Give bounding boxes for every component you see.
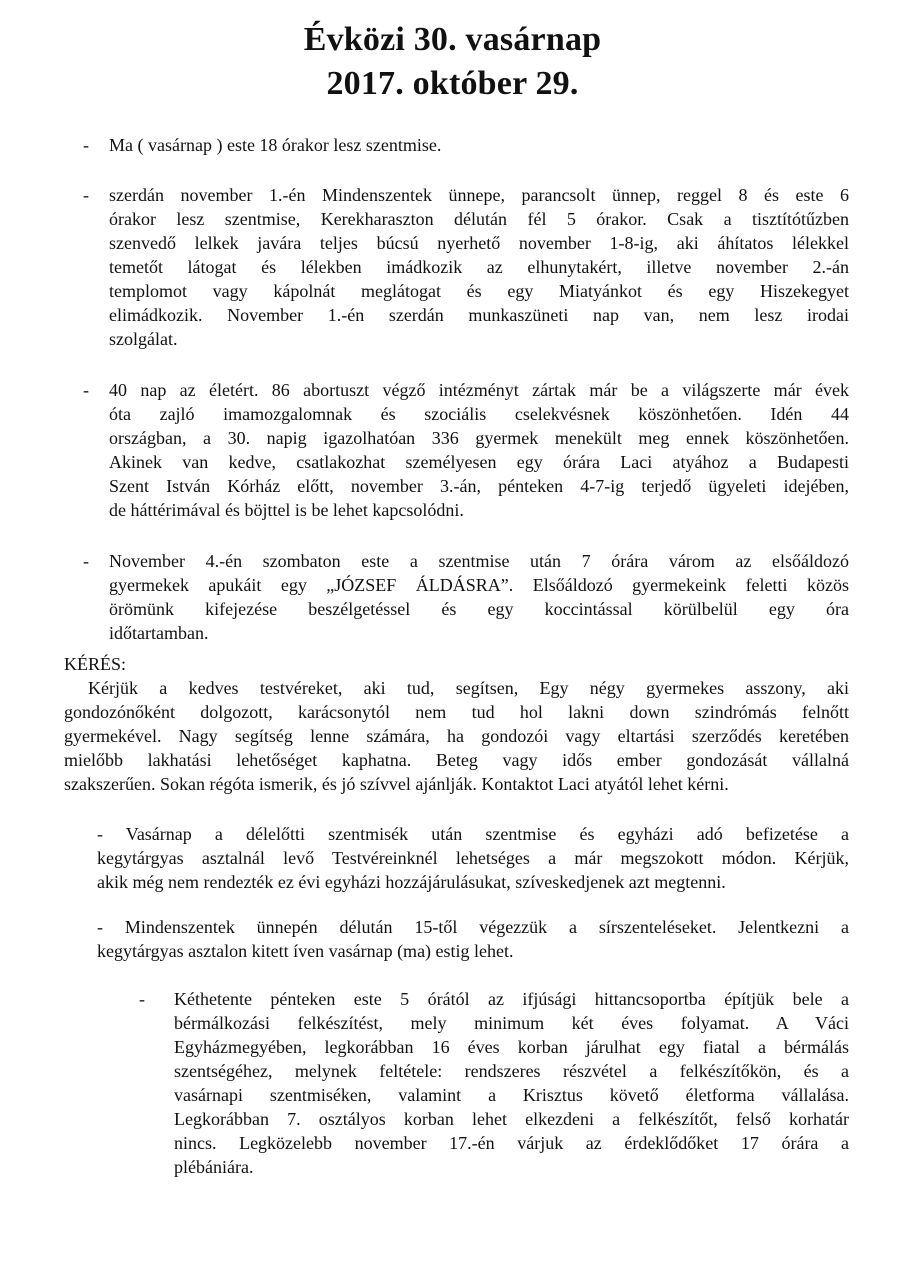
text-line: November 4.-én szombaton este a szentmise után 7 órára várom az elsőáldozó: [109, 551, 849, 571]
text-line: templomot vagy kápolnát meglátogat és egy Miatyánkot és egy Hiszekegyet: [109, 281, 849, 301]
text-line: szakszerűen. Sokan régóta ismerik, és jó szívvel ajánlják. Kontaktot Laci atyától lehet kérni.: [64, 774, 729, 794]
text-line: Szent István Kórház előtt, november 3.-án, pénteken 4-7-ig terjedő ügyeleti idejében,: [109, 476, 849, 496]
text-line: gyermekek apukáit egy „JÓZSEF ÁLDÁSRA”. Elsőáldozó gyermekeink feletti közös: [109, 575, 849, 595]
text-line: akik még nem rendezték ez évi egyházi hozzájárulásukat, szíveskedjenek azt megtenni.: [97, 872, 726, 892]
announcement-text: [109, 183, 849, 351]
announcement-text: [109, 549, 849, 645]
text-line: országban, a 30. napig igazolhatóan 336 gyermek menekült meg ennek köszönhetően.: [109, 428, 849, 448]
text-line: nincs. Legközelebb november 17.-én várjuk az érdeklődőket 17 órára a: [174, 1133, 849, 1153]
text-line: szenvedő lelkek javára teljes búcsú nyerhető november 1-8-ig, aki áhítatos lélekkel: [109, 233, 849, 253]
announcement-text: [109, 378, 849, 522]
bullet-dash: -: [83, 380, 89, 400]
text-line: Kéthetente pénteken este 5 órától az ifjúsági hittancsoportba építjük bele a: [174, 989, 849, 1009]
announcement-text: [109, 133, 849, 157]
text-line: Egyházmegyében, legkorábban 16 éves korban járulhat egy fiatal a bérmálás: [174, 1037, 849, 1057]
text-line: mielőbb lakhatási lehetőséget kaphatna. Beteg vagy idős ember gondozását vállalná: [64, 750, 849, 770]
text-line: temetőt látogat és lélekben imádkozik az elhunytakért, illetve november 2.-án: [109, 257, 849, 277]
request-paragraph: [64, 676, 849, 796]
bullet-dash: -: [83, 551, 89, 571]
text-line: bérmálkozási felkészítést, mely minimum két éves folyamat. A Váci: [174, 1013, 849, 1033]
request-heading: KÉRÉS:: [64, 654, 127, 674]
announcement-text: [174, 987, 849, 1179]
text-line: Ma ( vasárnap ) este 18 órakor lesz szentmise.: [109, 135, 442, 155]
text-line: elimádkozik. November 1.-én szerdán munkaszüneti nap van, nem lesz irodai: [109, 305, 849, 325]
text-line: de háttérimával és böjttel is be lehet kapcsolódni.: [109, 500, 464, 520]
page-title: Évközi 30. vasárnap: [303, 21, 602, 58]
text-line: Legkorábban 7. osztályos korban lehet elkezdeni a felkészítőt, felső korhatár: [174, 1109, 849, 1129]
church-tax-paragraph: [97, 822, 849, 894]
text-line: órakor lesz szentmise, Kerekharaszton délután fél 5 órakor. Csak a tisztítótűzben: [109, 209, 849, 229]
text-line: szolgálat.: [109, 329, 178, 349]
text-line: Kérjük a kedves testvéreket, aki tud, segítsen, Egy négy gyermekes asszony, aki: [88, 678, 849, 698]
text-line: kegytárgyas asztalnál levő Testvéreinknél lehetséges a már megszokott módon. Kérjük,: [97, 848, 849, 868]
text-line: időtartamban.: [109, 623, 209, 643]
page-date: 2017. október 29.: [326, 65, 579, 102]
text-line: szerdán november 1.-én Mindenszentek ünnepe, parancsolt ünnep, reggel 8 és este 6: [109, 185, 849, 205]
bullet-dash: -: [139, 989, 145, 1009]
text-line: - Vasárnap a délelőtti szentmisék után szentmise és egyházi adó befizetése a: [97, 824, 849, 844]
text-line: Akinek van kedve, csatlakozhat személyesen egy órára Laci atyához a Budapesti: [109, 452, 849, 472]
text-line: kegytárgyas asztalon kitett íven vasárnap (ma) estig lehet.: [97, 941, 514, 961]
text-line: - Mindenszentek ünnepén délután 15-től végezzük a sírszenteléseket. Jelentkezni a: [97, 917, 849, 937]
text-line: szentségéhez, melynek feltétele: rendszeres részvétel a felkészítőkön, és a: [174, 1061, 849, 1081]
text-line: 40 nap az életért. 86 abortuszt végző intézményt zártak már be a világszerte már évek: [109, 380, 849, 400]
grave-blessing-paragraph: [97, 915, 849, 963]
text-line: óta zajló imamozgalomnak és szociális cselekvésnek köszönhetően. Idén 44: [109, 404, 849, 424]
bullet-dash: -: [83, 135, 89, 155]
text-line: gondozónőként dolgozott, karácsonytól nem tud hol lakni down szindrómás felnőtt: [64, 702, 849, 722]
text-line: plébániára.: [174, 1157, 254, 1177]
bullet-dash: -: [83, 185, 89, 205]
text-line: örömünk kifejezése beszélgetéssel és egy koccintással körülbelül egy óra: [109, 599, 849, 619]
text-line: gyermekével. Nagy segítség lenne számára, ha gondozói vagy eltartási szerződés keretében: [64, 726, 849, 746]
text-line: vasárnapi szentmiséken, valamint a Krisztus követő életforma vállalása.: [174, 1085, 849, 1105]
